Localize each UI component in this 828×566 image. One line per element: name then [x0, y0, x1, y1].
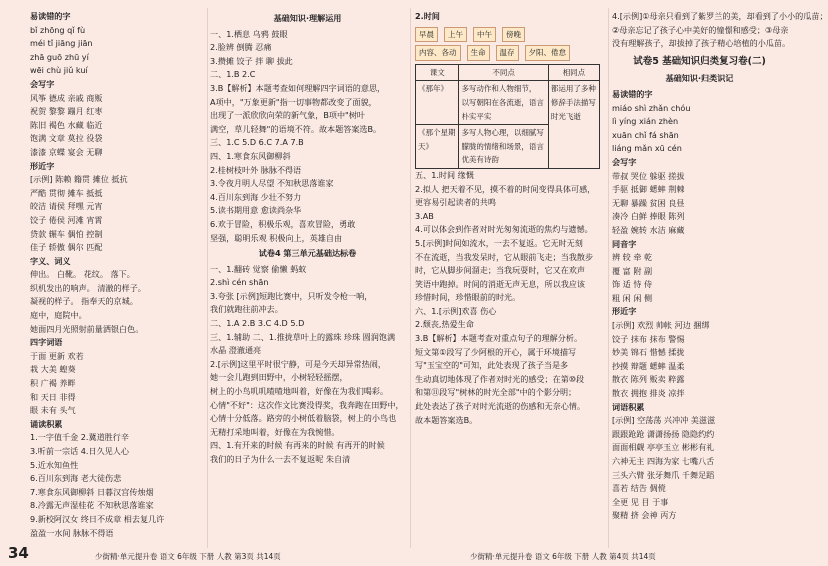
text-line: 无聊 暴躁 贫困 良昼: [612, 197, 685, 208]
text-line: 栽 大美 蝗葵: [30, 364, 76, 375]
section-heading: 词语积累: [612, 401, 645, 412]
text-line: 4.可以体会到作者对时光匆匆流逝的焦灼与遗憾。: [415, 224, 593, 235]
text-line: 织机发出的响声。 清澈的样子。: [30, 282, 146, 293]
text-line: 三、1.C 5.D 6.C 7.A 7.B: [210, 137, 304, 148]
timeline-node: 温存: [496, 45, 519, 61]
text-line: 伸出。 白靴。 花纹。 落下。: [30, 269, 135, 280]
text-line: 佳子 轿傲 偶尔 匹配: [30, 242, 103, 253]
column-divider: [608, 8, 609, 548]
text-line: 手驱 抵御 蟋蟀 荆棘: [612, 184, 685, 195]
text-line: 8.冷露无声湿桂花 不知秋思落谁家: [30, 500, 154, 511]
section-title: 基础知识·理解运用: [273, 13, 342, 23]
text-line: 5.[示例]时间如流水，一去不复返。它无时无刻: [415, 237, 583, 248]
timeline-node: 早晨: [415, 27, 438, 43]
section-heading: 易读错的字: [30, 11, 71, 21]
table-cell: 多写动作和人物细节， 以写朝阳在各流逝，语言 朴实平实: [459, 81, 548, 125]
column-4: [612, 10, 828, 523]
text-line: 二、1.A 2.B 3.C 4.D 5.D: [210, 318, 305, 329]
text-line: 六、1.[示例]欢喜 伤心: [415, 305, 497, 316]
text-line: 一、1.翻砖 觉察 偷懒 蚂蚁: [210, 263, 307, 274]
section-title: 试卷4 第三单元基础达标卷: [258, 248, 357, 259]
text-line: 贷款 辗车 偶怕 控制: [30, 228, 103, 239]
text-line: 祝贺 黎黎 蹦月 红枣: [30, 106, 103, 117]
text-line: 三、1.辅助 二、1.推拢草叶上的露珠 珍珠 圆润饱满: [210, 331, 396, 342]
text-line: 庭中，庭院中。: [30, 310, 87, 321]
text-line: 喜若 结告 倜傥: [612, 483, 666, 494]
text-line: 3.B【解析】本题考查对重点句子的理解分析。: [415, 333, 583, 344]
text-line: 盈盈一水间 脉脉不得语: [30, 527, 114, 538]
text-line: 饺子 倦侯 河滩 宵霄: [30, 214, 103, 225]
text-line: 眼 未有 头气: [30, 405, 76, 416]
text-line: zhā guō zhū yí: [30, 51, 89, 62]
text-line: 出现了一派欣欣向荣的新气象，B项中"树叶: [210, 110, 365, 121]
text-line: 一、1.栖息 乌鸦 鼓眼: [210, 28, 288, 39]
footer-left-info: 少街精·单元提升卷 语文 6年级 下册 人教 第3页 共14页: [95, 552, 281, 561]
text-line: 四、1.有开来的时候 有再来的时候 有再开的时候: [210, 440, 385, 451]
text-line: liáng mǎn xū cén: [612, 143, 682, 154]
text-line: lì yíng xián zhèn: [612, 116, 679, 127]
text-line: 凝视的样子。 指奉天的京城。: [30, 296, 138, 307]
text-line: 抄摸 辩题 蟋蟀 温柔: [612, 360, 685, 371]
text-line: 3.夸张 [示例]短跑比赛中，只听发令枪一响，: [210, 290, 373, 301]
text-line: [示例] 空荡荡 兴冲冲 美滋滋: [612, 415, 716, 426]
text-line: 散衣 陈列 贩卖 粹露: [612, 374, 685, 385]
text-line: 粗 闲 闲 侧: [612, 292, 653, 303]
text-line: méi tǐ jiāng jiān: [30, 38, 93, 49]
text-line: 4.百川东到海 少壮不努力: [210, 191, 302, 202]
text-line: [示例] 欢烈 帅帐 河边 捆绑: [612, 320, 710, 331]
text-line: 心情"不好"：这次作文比赛没得奖，我奔跑在田野中，: [210, 399, 404, 410]
section-heading: 字义、词义: [30, 255, 71, 266]
text-line: 写"玉宝空的"可知，此处表现了孩子当是多: [415, 360, 569, 371]
comparison-table: [415, 64, 600, 169]
text-line: 二、1.B 2.C: [210, 69, 256, 80]
text-line: 2.shì cén shān: [210, 277, 269, 288]
text-line: 2.脸辨 倒腾 忍痛: [210, 42, 272, 53]
section-title: 试卷5 基础知识归类复习卷(二): [633, 55, 766, 67]
text-line: 我们就跑往前冲去。: [210, 304, 283, 315]
text-line: 5.近水知鱼性: [30, 459, 79, 470]
text-line: 饺子 抹布 抹布 警惕: [612, 333, 685, 344]
text-line: 树上的小鸟叽叽喳喳地叫着，好像在为我们喝彩。: [210, 386, 389, 397]
text-line: wēi chù jiǔ kuí: [30, 65, 88, 76]
text-line: 我们的日子为什么一去不复返呢 朱自清: [210, 454, 351, 464]
section-title: 基础知识·归类识记: [665, 73, 734, 84]
text-line: 生动真切地体现了作者对时光的感受；在第⑩段: [415, 373, 585, 384]
text-line: 六神无主 四海为家 七嘴八舌: [612, 456, 715, 466]
text-line: 轻盈 婉转 水洁 麻藏: [612, 224, 685, 235]
section-heading: 会写字: [30, 78, 55, 89]
timeline-node: 中午: [473, 27, 496, 43]
text-line: 2.[示例]这里平时很宁静，可是今天却异常热闹，: [210, 358, 386, 369]
text-line: 水晶 澄澈通亮: [210, 345, 262, 356]
text-line: 陈旧 褐色 水藏 临近: [30, 119, 103, 130]
timeline-node: 夕阳、倦怠: [525, 45, 571, 61]
text-line: 五、1.时间 缘慨: [415, 169, 474, 180]
text-line: 风筝 德成 亲戚 商贩: [30, 92, 103, 103]
timeline-node: 上午: [444, 27, 467, 43]
timeline-node: 内容、各动: [415, 45, 461, 61]
text-line: 6.百川东到海 老大徒伤悲: [30, 473, 122, 484]
text-line: 跟跟跄跄 潇潇扬扬 隐隐约约: [612, 428, 715, 439]
text-line: 积 广褐 养畔: [30, 378, 76, 389]
section-heading: 形近字: [30, 160, 55, 171]
text-line: 更容易引起读者的共鸣: [415, 197, 496, 208]
text-line: 2.颓丧,热爱生命: [415, 319, 474, 330]
section-heading: 会写字: [612, 156, 637, 167]
table-cell: 《那年》: [416, 81, 459, 125]
text-line: 短文第①段写了少阿根的开心，属于环境描写: [415, 346, 577, 357]
timeline-node: 傍晚: [502, 27, 525, 43]
table-cell: 都运用了多种 修辞手法描写 时光飞逝: [548, 81, 599, 169]
text-line: 3.B【解析】本题考查如何理解四字词语的意思，: [210, 82, 386, 93]
page-number: 34: [8, 544, 29, 562]
text-line: 饱满 文章 莫拉 役袋: [30, 133, 103, 144]
text-line: 三头六臂 张牙舞爪 千舞足蹈: [612, 469, 715, 480]
text-line: 覆 富 附 副: [612, 265, 653, 276]
text-line: 5.读书期用意 愈读尚杂华: [210, 205, 302, 216]
text-line: 凑冷 白鲜 捧眼 陈列: [612, 211, 685, 222]
column-divider: [410, 8, 411, 548]
text-line: 她面四月光照射前量洒银白色。: [30, 323, 144, 334]
text-line: bǐ zhōng qǐ fù: [30, 24, 86, 35]
text-line: 没有理解孩子，却拔掉了孩子精心培植的小瓜苗。: [612, 38, 791, 49]
text-line: 她一会儿跑到田野中，小树轻轻摇摆，: [210, 372, 348, 383]
text-line: 饰 适 恃 侍: [612, 279, 653, 290]
section-heading: 同音字: [612, 238, 637, 249]
text-line: 漆漆 京蝶 宴会 无聊: [30, 146, 103, 157]
column-1: [30, 10, 205, 540]
text-line: 2.拟人 把天着不见，摸不着的时间变得具体可感，: [415, 183, 596, 194]
text-line: 和 天日 非得: [30, 391, 76, 402]
text-line: 不在流逝，当我发呆时，它从眼前飞走；当我散步: [415, 251, 594, 262]
text-line: 3.令夜月明人尽望 不知秋思落谁家: [210, 178, 334, 189]
text-line: 散衣 拥抱 排炎 凉拌: [612, 388, 685, 399]
text-line: 带叔 哭位 躲驱 搓拔: [612, 170, 685, 181]
text-line: 四、1.寒食东风御柳斜: [210, 150, 291, 161]
text-line: 于面 更新 欢若: [30, 350, 84, 361]
table-header: 不同点: [459, 64, 548, 81]
time-timeline: [415, 27, 605, 43]
table-cell: 《那个星期 天》: [416, 125, 459, 169]
table-header: 相同点: [548, 64, 599, 81]
section-heading: 四字词语: [30, 337, 63, 348]
section-heading: 2.时间: [415, 11, 440, 21]
column-2: [210, 10, 405, 467]
text-line: 皎洁 请侯 拜嘿 元宵: [30, 201, 103, 212]
text-line: [示例] 陈赖 籍贯 摊位 抵抗: [30, 174, 128, 185]
text-line: 全更 见 目 于事: [612, 496, 669, 507]
footer-right-info: 少街精·单元提升卷 语文 6年级 下册 人教 第4页 共14页: [470, 552, 656, 561]
timeline-node: 生命: [467, 45, 490, 61]
text-line: 辨 较 牵 乾: [612, 252, 653, 263]
section-heading: 易读错的字: [612, 88, 653, 99]
text-line: miáo shì zhǎn chóu: [612, 102, 691, 113]
text-line: 2.桂树枝叶外 脉脉不得语: [210, 164, 302, 175]
text-line: A项中，"万象更新"指一切事物都改变了面貌，: [210, 96, 377, 107]
text-line: 笑语中跑掉。时间的消逝无声无息，所以我应该: [415, 278, 585, 289]
text-line: 时，它从脚步间溜走；当我玩耍时，它又在欢声: [415, 265, 585, 276]
text-line: 1.一字值千金 2.冀道胜行辛: [30, 432, 129, 443]
text-line: 满空，草儿轻舞"的语境不符。故本题答案选B。: [210, 123, 382, 134]
table-header: 课文: [416, 64, 459, 81]
section-heading: 形近字: [612, 306, 637, 317]
text-line: 9.新校阿汉女 终日不成章 相去复几许: [30, 513, 165, 524]
text-line: 严酷 贯彻 摊车 抵抵: [30, 187, 103, 198]
text-line: 珍惜时间，珍惜眼前的时光。: [415, 292, 521, 303]
text-line: 3.AB: [415, 210, 434, 221]
section-heading: 诵读积累: [30, 418, 63, 429]
column-divider: [207, 8, 208, 548]
column-3: [415, 10, 605, 427]
text-line: 7.寒食东风御柳斜 日暮汉宫传烛烟: [30, 486, 154, 497]
text-line: 此处表达了孩子对时光流逝的伤感和无奈心情。: [415, 401, 585, 412]
text-line: ②母亲忘记了孩子心中美好的憧憬和感受；③母亲: [612, 24, 789, 35]
text-line: 妙美 锦石 惜憾 揉拢: [612, 347, 685, 358]
text-line: 4.[示例]①母亲只看到了紫罗兰的美，却看到了小小的瓜苗；: [612, 11, 828, 21]
text-line: 心情十分低落。路旁的小树低着脑袋，树上的小鸟也: [210, 413, 397, 424]
text-line: 3.听前一宗话 4.日久见人心: [30, 446, 129, 456]
text-line: 和第⑪段写"树林的时光全部"中的个影分明；: [415, 387, 577, 398]
text-line: 聚精 挤 会神 丙方: [612, 510, 677, 521]
time-timeline-content: [415, 45, 605, 61]
text-line: 3.攒摊 饺子 拌 聊 拔此: [210, 55, 293, 66]
text-line: 面面相觑 亭亭玉立 彬彬有礼: [612, 442, 715, 453]
text-line: xuān chǐ fá shān: [612, 129, 679, 140]
text-line: 6.欢于冒险，积极乐观，喜欢冒险，勇敢: [210, 218, 356, 229]
text-line: 故本题答案选B。: [415, 414, 478, 425]
text-line: 无精打采地叫着，好像在为我惋惜。: [210, 426, 340, 437]
text-line: 坚强，聪明乐观 积极向上，英雄自由: [210, 232, 343, 243]
table-cell: 多写人物心理，以细腻写 朦胧的情绪和场景，语言 优美有诗韵: [459, 125, 548, 169]
